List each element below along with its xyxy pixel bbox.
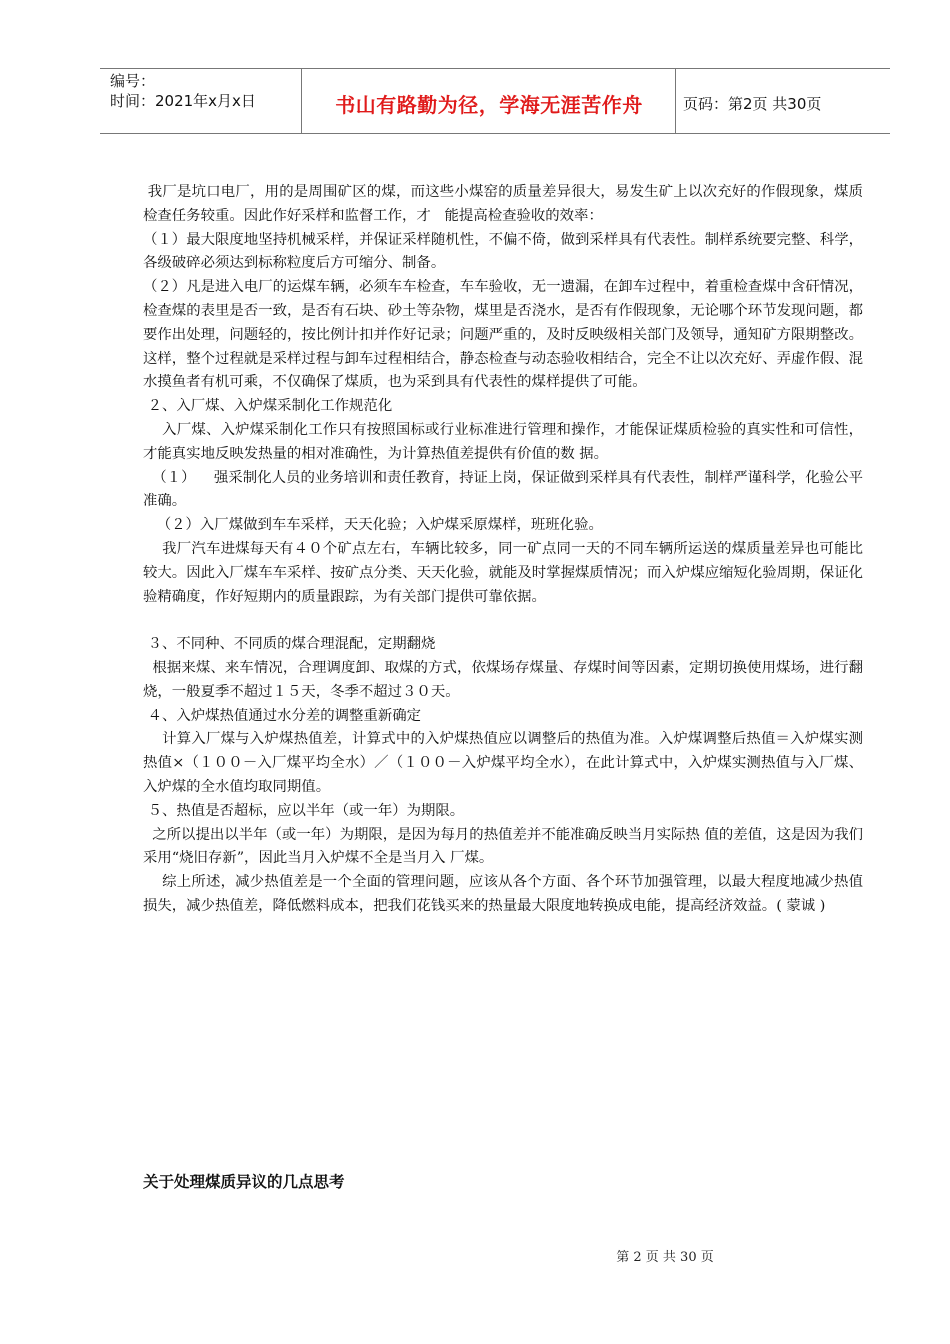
page-footer: 第 2 页 共 30 页: [616, 1250, 714, 1265]
header-page-info: 页码：第2页 共30页: [683, 95, 822, 113]
paragraph-intro: 我厂是坑口电厂，用的是周围矿区的煤，而这些小煤窑的质量差异很大，易发生矿上以次充好的作假现象，煤质检查任务较重。因此作好采样和监督工作，才 能提高检查验收的效率：: [143, 184, 863, 224]
number-label: 编号：: [110, 72, 156, 90]
paragraph-summary: 综上所述，减少热值差是一个全面的管理问题，应该从各个方面、各个环节加强管理，以最大程度地减少热值损失，减少热值差，降低燃料成本，把我们花钱买来的热量最大限度地转换成电能，提高经济效益。( 蒙诚 ): [143, 874, 863, 914]
section-heading-2: ２、入厂煤、入炉煤采制化工作规范化: [143, 398, 393, 415]
section-heading-4: ４、入炉煤热值通过水分差的调整重新确定: [143, 707, 422, 724]
body-text: [143, 181, 863, 919]
paragraph-period: 之所以提出以半年（或一年）为期限，是因为每月的热值差并不能准确反映当月实际热 值的差值，这是因为我们采用“烧旧存新”，因此当月入炉煤不全是当月入 厂煤。: [143, 826, 864, 867]
blank-line: [143, 609, 863, 633]
header-meta: [110, 71, 256, 111]
paragraph-item-1: （１）最大限度地坚持机械采样，并保证采样随机性，不偏不倚，做到采样具有代表性。制样系统要完整、科学，各级破碎必须达到标称粒度后方可缩分、制备。: [143, 231, 863, 272]
paragraph-blending: 根据来煤、来车情况，合理调度卸、取煤的方式，依煤场存煤量、存煤时间等因素，定期切换使用煤场，进行翻烧，一般夏季不超过１５天，冬季不超过３０天。: [143, 659, 863, 700]
paragraph-standards: 入厂煤、入炉煤采制化工作只有按照国标或行业标准进行管理和操作，才能保证煤质检验的真实性和可信性，才能真实地反映发热量的相对准确性，为计算热值差提供有价值的数 据。: [143, 421, 863, 462]
section-heading-5: ５、热值是否超标，应以半年（或一年）为期限。: [143, 802, 465, 819]
section-heading-3: ３、不同种、不同质的煤合理混配，定期翻烧: [143, 636, 436, 653]
paragraph-sampling: （２）入厂煤做到车车采样，天天化验；入炉煤采原煤样，班班化验。: [143, 517, 603, 534]
paragraph-training: （１） 强采制化人员的业务培训和责任教育，持证上岗，保证做到采样具有代表性，制样严谨科学，化验公平准确。: [143, 469, 863, 510]
paragraph-item-2: （２）凡是进入电厂的运煤车辆，必须车车检查，车车验收，无一遗漏，在卸车过程中，着重检查煤中含矸情况，检查煤的表里是否一致，是否有石块、砂土等杂物，煤里是否浇水，是否有作假现象，无论哪个环节发现问题，都要作出处理，问题轻的，按比例计扣并作好记录；问题严重的，及时反映级相关部门及领导，通知矿方限期整改。这样，整个过程就是采样过程与卸车过程相结合，静态检查与动态验收相结合，完全不让以次充好、弄虚作假、混水摸鱼者有机可乘，不仅确保了煤质，也为采到具有代表性的煤样提供了可能。: [143, 279, 863, 391]
paragraph-calculation: 计算入厂煤与入炉煤热值差，计算式中的入炉煤热值应以调整后的热值为准。入炉煤调整后热值＝入炉煤实测热值×（１００－入厂煤平均全水）／（１００－入炉煤平均全水），在此计算式中，入炉煤实测热值与入厂煤、入炉煤的全水值均取同期值。: [143, 731, 863, 795]
paragraph-trucks: 我厂汽车进煤每天有４０个矿点左右，车辆比较多，同一矿点同一天的不同车辆所运送的煤质量差异也可能比较大。因此入厂煤车车采样、按矿点分类、天天化验，就能及时掌握煤质情况；而入炉煤应缩短化验周期，保证化验精确度，作好短期内的质量跟踪，为有关部门提供可靠依据。: [143, 540, 863, 605]
document-header: [100, 68, 890, 134]
header-divider-right: [675, 69, 676, 133]
header-motto: 书山有路勤为径，学海无涯苦作舟: [335, 93, 643, 117]
time-label: 时间：2021年x月x日: [110, 92, 256, 110]
section-title: 关于处理煤质异议的几点思考: [143, 1173, 345, 1191]
